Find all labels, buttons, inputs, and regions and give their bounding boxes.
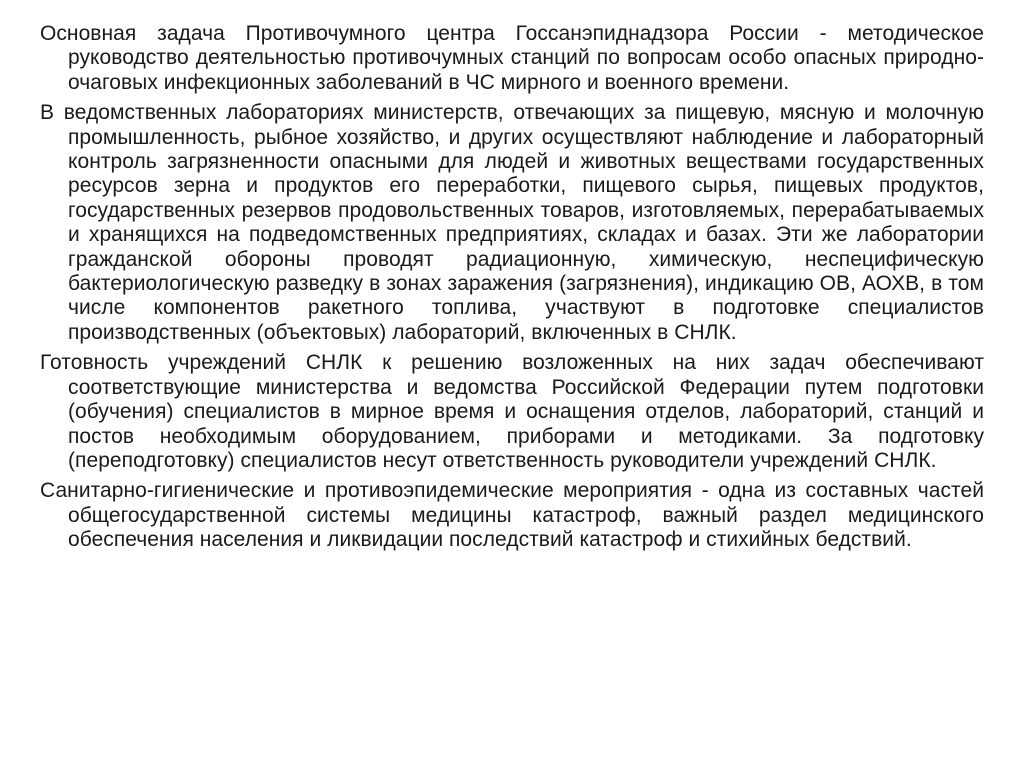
slide-body-text xyxy=(40,22,984,559)
paragraph-snlk-readiness: Готовность учреждений СНЛК к решению возложенных на них задач обеспечивают соответствующие министерства и ведомства Российской Федерации путем подготовки (обучения) специалистов в мирное время и оснащения отделов, лабораторий, станций и постов необходимым оборудованием, приборами и методиками. За подготовку (переподготовку) специалистов несут ответственность руководители учреждений СНЛК. xyxy=(40,351,984,472)
paragraph-plague-center-task: Основная задача Противочумного центра Госсанэпиднадзора России - методическое руководство деятельностью противочумных станций по вопросам особо опасных природно-очаговых инфекционных заболеваний в ЧС мирного и военного времени. xyxy=(40,22,984,94)
paragraph-departmental-laboratories: В ведомственных лабораториях министерств, отвечающих за пищевую, мясную и молочную промышленность, рыбное хозяйство, и других осуществляют наблюдение и лабораторный контроль загрязненности опасными для людей и животных веществами государственных ресурсов зерна и продуктов его переработки, пищевого сырья, пищевых продуктов, государственных резервов продовольственных товаров, изготовляемых, перерабатываемых и хранящихся на подведомственных предприятиях, складах и базах. Эти же лаборатории гражданской обороны проводят радиационную, химическую, неспецифическую бактериологическую разведку в зонах заражения (загрязнения), индикацию ОВ, АОХВ, в том числе компонентов ракетного топлива, участвуют в подготовке специалистов производственных (объектовых) лабораторий, включенных в СНЛК. xyxy=(40,101,984,344)
paragraph-sanitary-measures: Санитарно-гигиенические и противоэпидемические мероприятия - одна из составных частей общегосударственной системы медицины катастроф, важный раздел медицинского обеспечения населения и ликвидации последствий катастроф и стихийных бедствий. xyxy=(40,479,984,552)
